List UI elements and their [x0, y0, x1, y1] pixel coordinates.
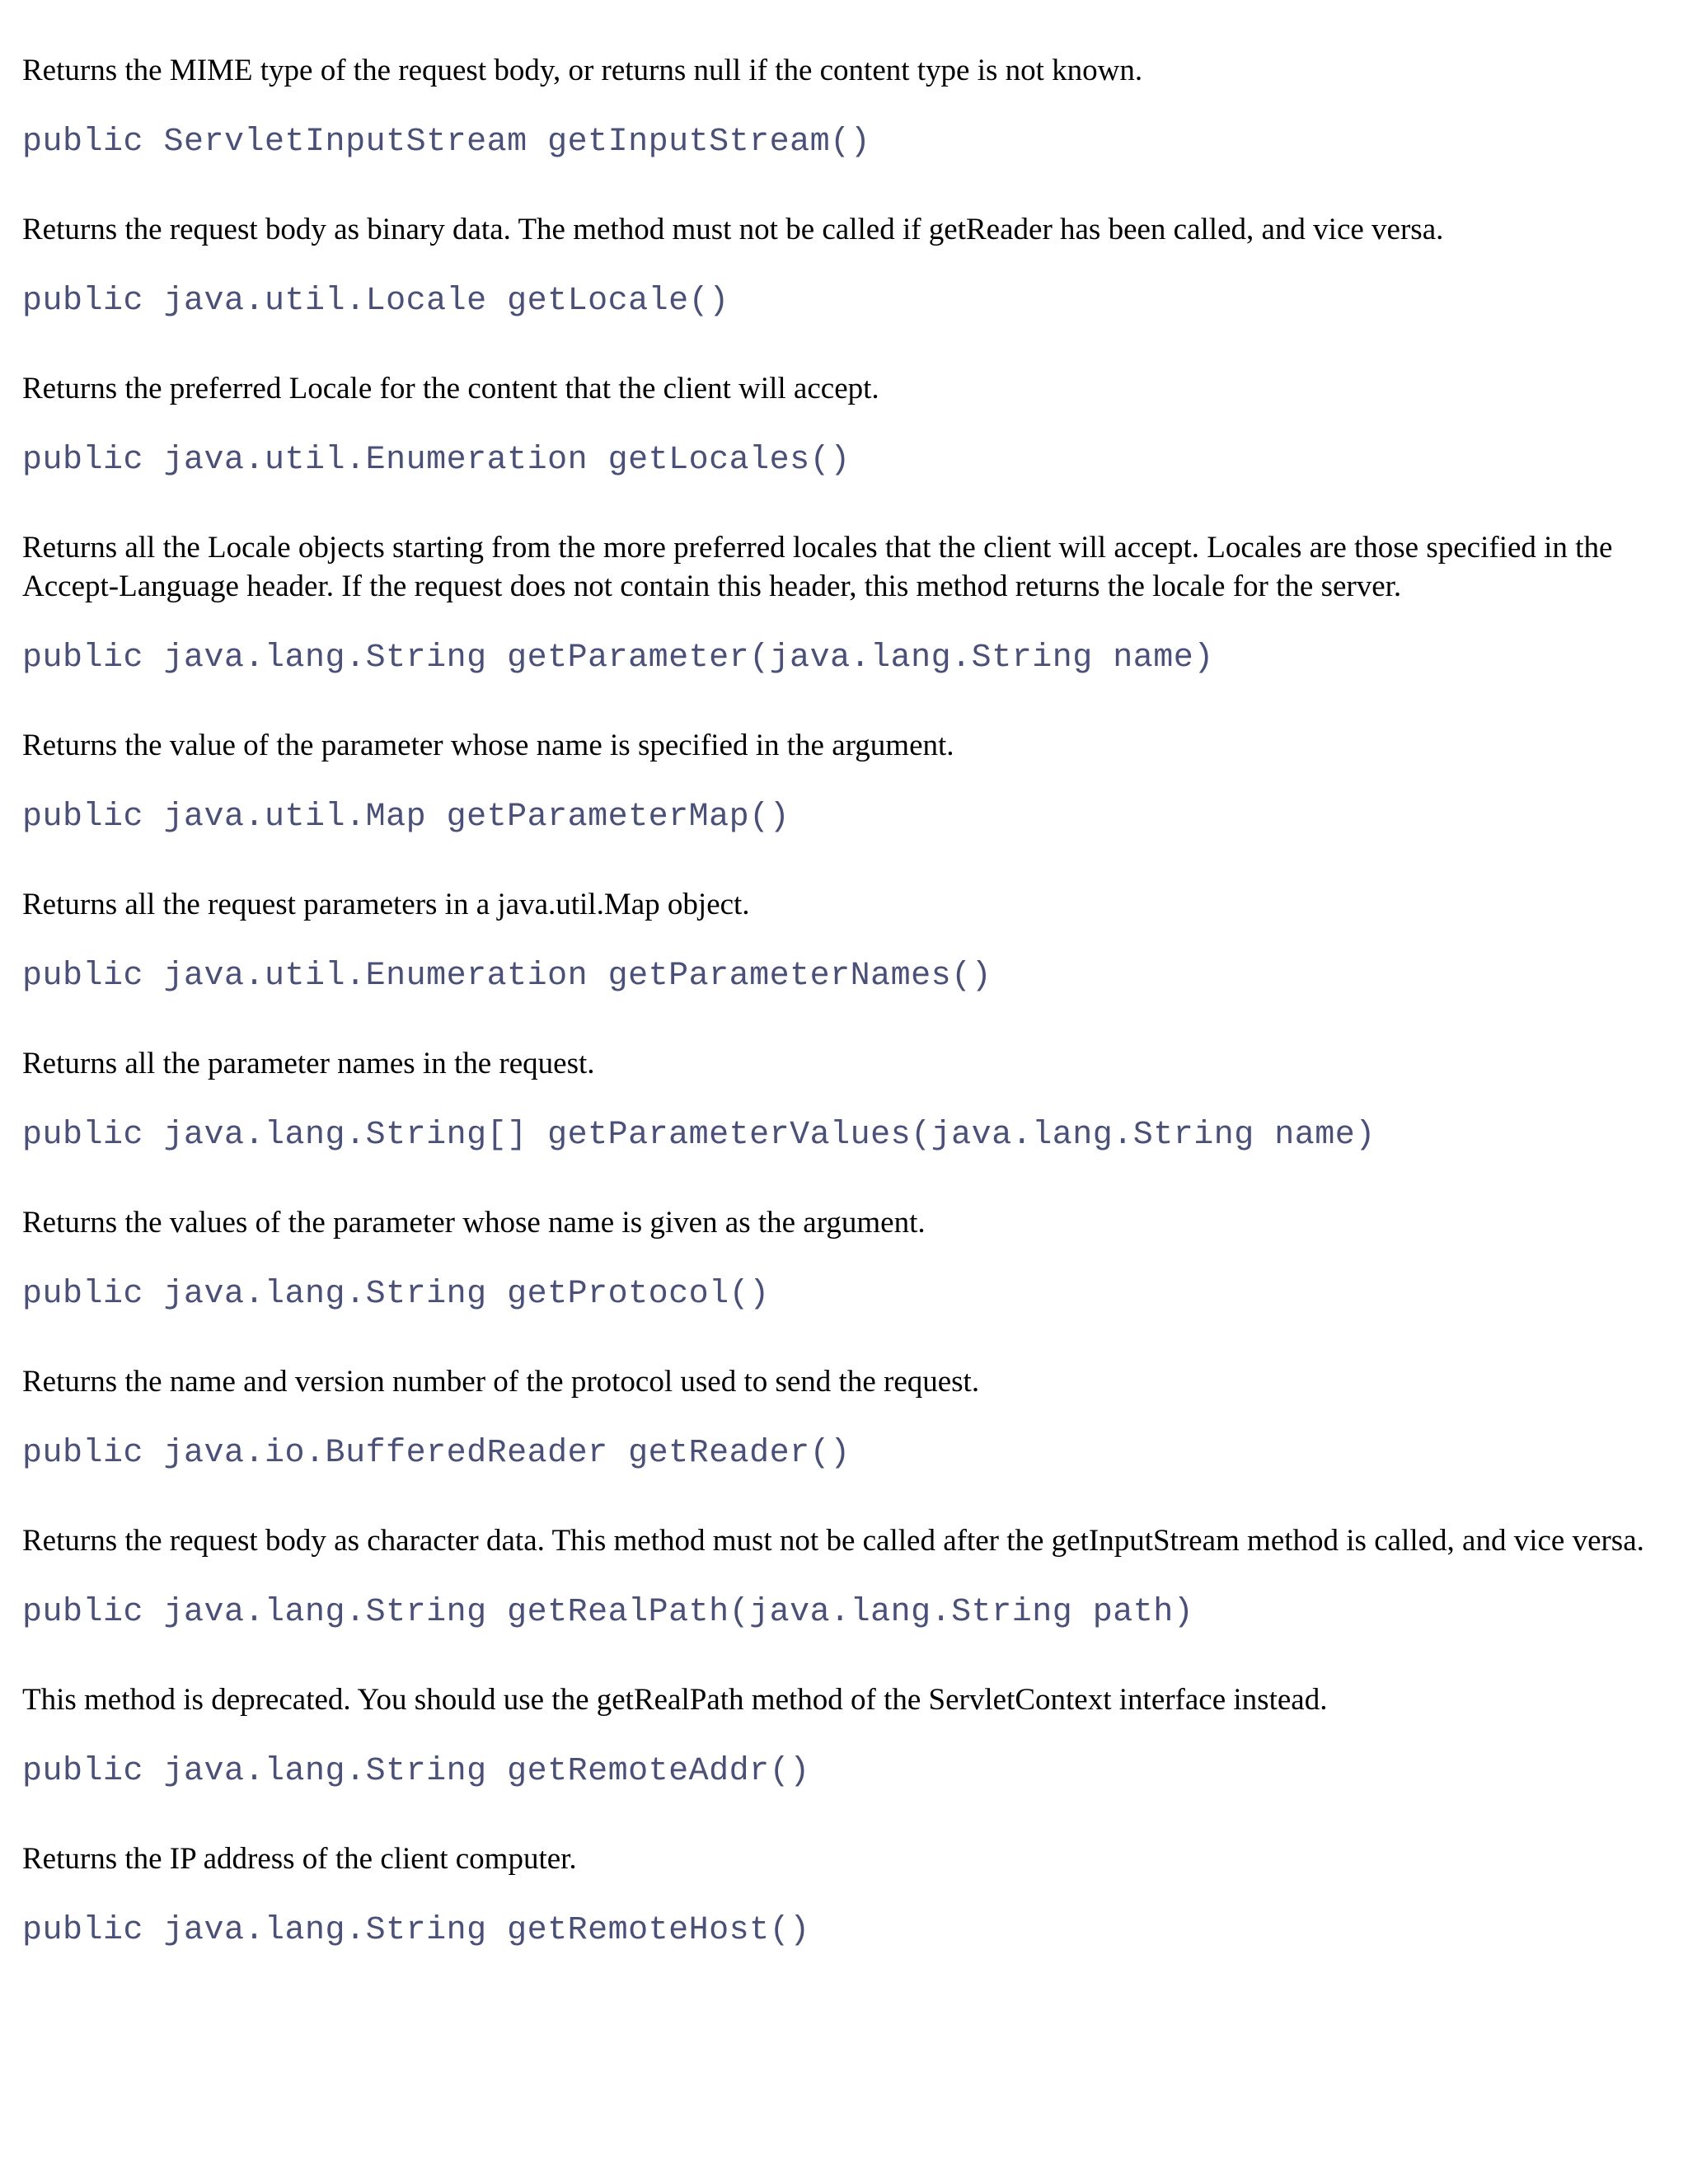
method-signature: public java.lang.String getProtocol() — [22, 1276, 770, 1313]
method-description: Returns all the request parameters in a java.util.Map object. — [22, 888, 750, 921]
method-signature: public java.lang.String getRealPath(java.lang.String path) — [22, 1594, 1194, 1631]
method-description: Returns the IP address of the client computer. — [22, 1842, 577, 1876]
method-description: Returns the name and version number of the protocol used to send the request. — [22, 1365, 980, 1399]
method-signature: public java.util.Enumeration getParameterNames() — [22, 958, 992, 995]
method-signature: public java.io.BufferedReader getReader() — [22, 1435, 851, 1472]
method-signature: public java.lang.String getRemoteHost() — [22, 1912, 810, 1949]
method-description: Returns the preferred Locale for the content that the client will accept. — [22, 372, 879, 405]
method-signature: public ServletInputStream getInputStream() — [22, 124, 871, 161]
document-body — [22, 51, 1662, 1999]
method-description: This method is deprecated. You should use the getRealPath method of the ServletContext interface instead. — [22, 1683, 1328, 1717]
method-description: Returns all the parameter names in the request. — [22, 1047, 595, 1080]
method-description: Returns the values of the parameter whose name is given as the argument. — [22, 1206, 926, 1240]
method-description: Returns the value of the parameter whose name is specified in the argument. — [22, 729, 954, 762]
method-description: Returns all the Locale objects starting from the more preferred locales that the client will accept. Locales are those specified in the Accept-Language header. If the request does not contain this header, this method returns the locale for the server. — [22, 531, 1613, 603]
method-signature: public java.util.Map getParameterMap() — [22, 799, 790, 836]
method-description: Returns the MIME type of the request body, or returns null if the content type is not known. — [22, 54, 1143, 87]
method-description: Returns the request body as character data. This method must not be called after the getInputStream method is called, and vice versa. — [22, 1524, 1644, 1558]
method-signature: public java.lang.String getParameter(java.lang.String name) — [22, 640, 1214, 677]
method-signature: public java.util.Enumeration getLocales() — [22, 442, 851, 479]
method-description: Returns the request body as binary data. The method must not be called if getReader has been called, and vice versa. — [22, 213, 1444, 246]
method-signature: public java.lang.String[] getParameterValues(java.lang.String name) — [22, 1117, 1376, 1154]
method-signature: public java.lang.String getRemoteAddr() — [22, 1753, 810, 1790]
method-signature: public java.util.Locale getLocale() — [22, 283, 729, 320]
